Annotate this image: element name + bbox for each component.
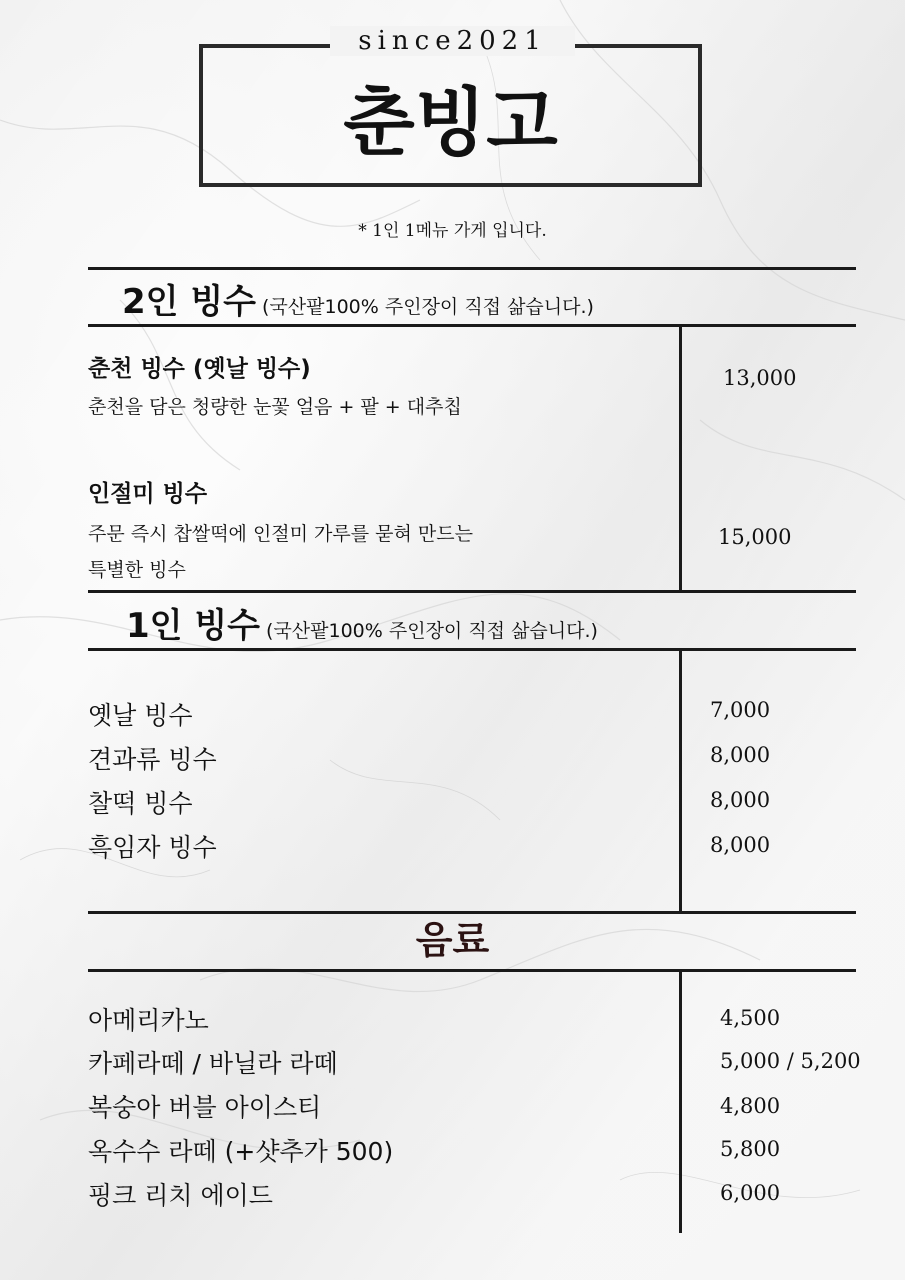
menu-item-price: 8,000	[710, 788, 771, 812]
menu-item-name: 흑임자 빙수	[88, 833, 217, 862]
divider	[88, 590, 856, 593]
menu-item-name: 인절미 빙수	[88, 481, 208, 507]
menu-item-name: 아메리카노	[88, 1006, 209, 1035]
menu-item-name: 옥수수 라떼 (+샷추가 500)	[88, 1137, 394, 1166]
menu-item-price: 4,800	[720, 1094, 781, 1118]
section-title-two	[122, 274, 594, 323]
menu-item-name: 카페라떼 / 바닐라 라떼	[88, 1049, 338, 1078]
menu-item-name: 핑크 리치 에이드	[88, 1181, 273, 1210]
divider	[88, 324, 856, 327]
section-title-text: 1인 빙수	[126, 606, 261, 646]
column-divider	[679, 326, 682, 592]
menu-item-price: 13,000	[723, 366, 797, 390]
menu-item-name: 찰떡 빙수	[88, 789, 193, 818]
menu-notice: * 1인 1메뉴 가게 입니다.	[358, 221, 547, 241]
menu-item-name: 옛날 빙수	[88, 701, 193, 730]
menu-item-price: 4,500	[720, 1006, 781, 1030]
menu-item-price: 8,000	[710, 833, 771, 857]
menu-item-price: 15,000	[718, 525, 792, 549]
menu-item-desc: 특별한 빙수	[88, 559, 186, 581]
menu-item-name: 춘천 빙수 (옛날 빙수)	[88, 356, 311, 382]
brand-title: 춘빙고	[343, 80, 558, 166]
menu-item-price: 5,000 / 5,200	[720, 1049, 861, 1073]
menu-item-desc: 춘천을 담은 청량한 눈꽃 얼음 + 팥 + 대추칩	[88, 396, 462, 418]
section-title-one	[126, 598, 598, 647]
menu-item-price: 6,000	[720, 1181, 781, 1205]
divider	[88, 969, 856, 972]
divider	[88, 267, 856, 270]
section-title-text: 2인 빙수	[122, 282, 257, 322]
column-divider	[679, 971, 682, 1233]
section-note: (국산팥100% 주인장이 직접 삶습니다.)	[266, 620, 598, 642]
since-label: since2021	[330, 26, 575, 56]
menu-item-name: 견과류 빙수	[88, 745, 217, 774]
column-divider	[679, 650, 682, 912]
menu-item-price: 5,800	[720, 1137, 781, 1161]
section-note: (국산팥100% 주인장이 직접 삶습니다.)	[262, 296, 594, 318]
menu-item-desc: 주문 즉시 찹쌀떡에 인절미 가루를 묻혀 만드는	[88, 523, 473, 545]
menu-item-price: 7,000	[710, 698, 771, 722]
menu-item-price: 8,000	[710, 743, 771, 767]
section-title-drinks: 음료	[415, 918, 490, 962]
divider	[88, 648, 856, 651]
menu-item-name: 복숭아 버블 아이스티	[88, 1093, 322, 1122]
